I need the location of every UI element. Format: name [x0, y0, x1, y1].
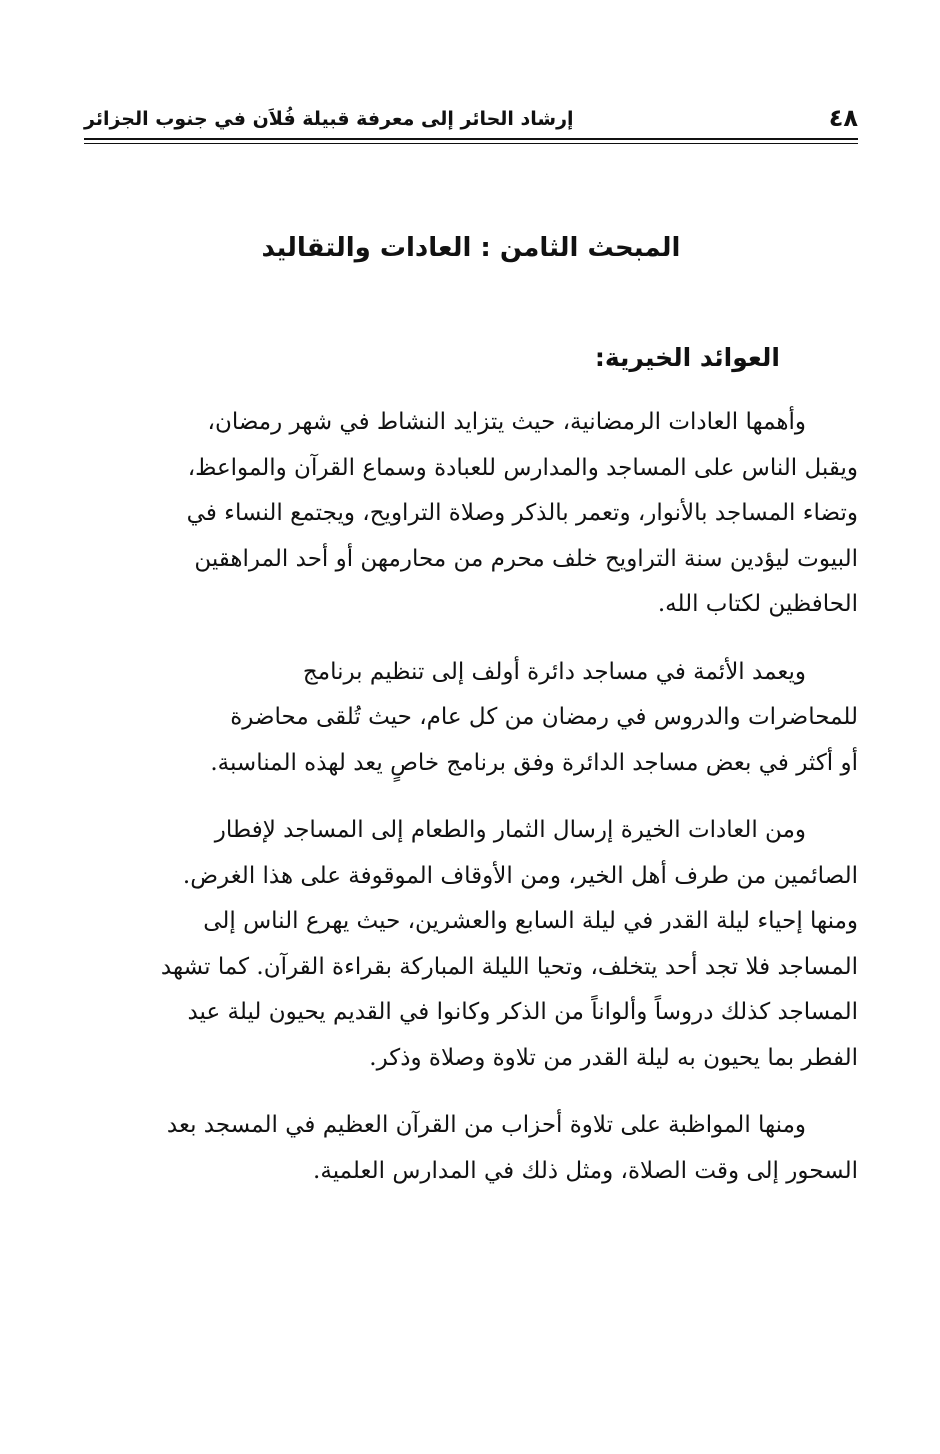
paragraph	[84, 808, 858, 1081]
page-number: ٤٨	[828, 104, 858, 132]
section-title: المبحث الثامن : العادات والتقاليد	[261, 233, 681, 263]
text-line: ومنها المواظبة على تلاوة أحزاب من القرآن العظيم في المسجد بعد	[166, 1112, 806, 1138]
paragraph	[84, 650, 858, 787]
page-header	[84, 98, 858, 144]
text-line: الفطر بما يحيون به ليلة القدر من تلاوة وصلاة وذكر.	[369, 1044, 858, 1071]
text-line: الحافظين لكتاب الله.	[657, 591, 858, 617]
text-line: البيوت ليؤدين سنة التراويح خلف محرم من محارمهن أو أحد المراهقين	[194, 545, 858, 572]
text-line: ومنها إحياء ليلة القدر في ليلة السابع والعشرين، حيث يهرع الناس إلى	[203, 908, 858, 934]
text-line: المساجد كذلك دروساً وألواناً من الذكر وكانوا في القديم يحيون ليلة عيد	[187, 999, 858, 1025]
text-line: ومن العادات الخيرة إرسال الثمار والطعام إلى المساجد لإفطار	[214, 817, 806, 843]
header-rule-thick	[84, 138, 858, 140]
header-rule-thin	[84, 143, 858, 144]
text-line: وأهمها العادات الرمضانية، حيث يتزايد النشاط في شهر رمضان،	[207, 409, 806, 435]
text-line: السحور إلى وقت الصلاة، ومثل ذلك في المدارس العلمية.	[313, 1157, 858, 1184]
text-line: وتضاء المساجد بالأنوار، وتعمر بالذكر وصلاة التراويح، ويجتمع النساء في	[186, 500, 858, 526]
subheading: العوائد الخيرية:	[594, 343, 780, 372]
paragraph	[84, 400, 858, 628]
running-title: إرشاد الحائر إلى معرفة قبيلة فُلاَن في جنوب الجزائر	[84, 108, 574, 130]
text-line: للمحاضرات والدروس في رمضان من كل عام، حيث تُلقى محاضرة	[230, 704, 858, 730]
text-line: ويقبل الناس على المساجد والمدارس للعبادة وسماع القرآن والمواعظ،	[187, 454, 858, 481]
text-line: أو أكثر في بعض مساجد الدائرة وفق برنامج خاصٍ يعد لهذه المناسبة.	[210, 749, 858, 776]
text-line: الصائمين من طرف أهل الخير، ومن الأوقاف الموقوفة على هذا الغرض.	[182, 862, 858, 889]
text-line: المساجد فلا تجد أحد يتخلف، وتحيا الليلة المباركة بقراءة القرآن. كما تشهد	[160, 953, 858, 980]
body-text	[84, 400, 858, 1216]
paragraph	[84, 1103, 858, 1194]
text-line: ويعمد الأئمة في مساجد دائرة أولف إلى تنظيم برنامج	[302, 658, 806, 685]
